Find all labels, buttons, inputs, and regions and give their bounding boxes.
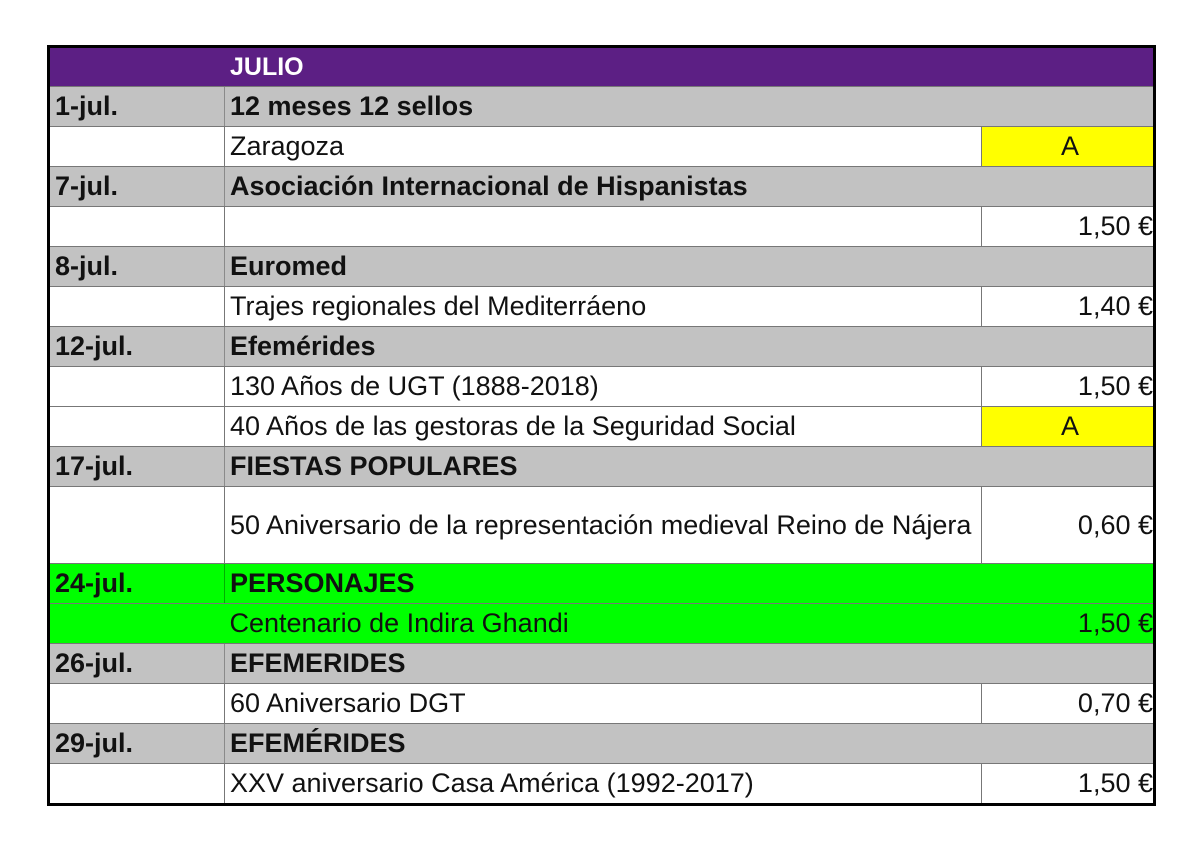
stamp-item-row bbox=[49, 367, 1155, 407]
date-heading-row bbox=[49, 167, 1155, 207]
stamp-calendar-body bbox=[49, 47, 1155, 805]
issue-date-cell: 26-jul. bbox=[49, 644, 225, 684]
stamp-item-row bbox=[49, 604, 1155, 644]
issue-date-cell: 17-jul. bbox=[49, 447, 225, 487]
series-title-cell: Asociación Internacional de Hispanistas bbox=[225, 167, 1155, 207]
stamp-item-row bbox=[49, 764, 1155, 805]
stamp-title-cell: 50 Aniversario de la representación medieval Reino de Nájera bbox=[225, 487, 982, 564]
stamp-title-cell: Zaragoza bbox=[225, 127, 982, 167]
item-blank-cell bbox=[49, 684, 225, 724]
item-blank-cell bbox=[49, 287, 225, 327]
issue-date-cell: 8-jul. bbox=[49, 247, 225, 287]
stamp-item-row bbox=[49, 207, 1155, 247]
issue-date-cell: 24-jul. bbox=[49, 564, 225, 604]
tariff-a-badge: A bbox=[982, 407, 1155, 447]
stamp-item-row bbox=[49, 407, 1155, 447]
month-header-blank-cell bbox=[49, 47, 225, 87]
stamp-title-cell: 130 Años de UGT (1888-2018) bbox=[225, 367, 982, 407]
series-title-cell: PERSONAJES bbox=[225, 564, 1155, 604]
stamp-item-row bbox=[49, 127, 1155, 167]
issue-date-cell: 12-jul. bbox=[49, 327, 225, 367]
issue-date-cell: 7-jul. bbox=[49, 167, 225, 207]
stamp-price-cell: 0,60 € bbox=[982, 487, 1155, 564]
series-title-cell: FIESTAS POPULARES bbox=[225, 447, 1155, 487]
stamp-item-row bbox=[49, 287, 1155, 327]
date-heading-row bbox=[49, 447, 1155, 487]
stamp-price-cell: 1,40 € bbox=[982, 287, 1155, 327]
stamp-title-cell: XXV aniversario Casa América (1992-2017) bbox=[225, 764, 982, 805]
item-blank-cell bbox=[49, 407, 225, 447]
stamp-price-cell: 1,50 € bbox=[982, 604, 1155, 644]
series-title-cell: EFEMÉRIDES bbox=[225, 724, 1155, 764]
date-heading-row bbox=[49, 87, 1155, 127]
series-title-cell: Euromed bbox=[225, 247, 1155, 287]
month-header-row bbox=[49, 47, 1155, 87]
stamp-price-cell: 1,50 € bbox=[982, 764, 1155, 805]
stamp-title-cell: Trajes regionales del Mediterráeno bbox=[225, 287, 982, 327]
issue-date-cell: 29-jul. bbox=[49, 724, 225, 764]
stamp-title-cell bbox=[225, 207, 982, 247]
date-heading-row bbox=[49, 247, 1155, 287]
stamp-price-cell: 1,50 € bbox=[982, 367, 1155, 407]
item-blank-cell bbox=[49, 127, 225, 167]
date-heading-row bbox=[49, 724, 1155, 764]
item-blank-cell bbox=[49, 764, 225, 805]
stamp-item-row bbox=[49, 487, 1155, 564]
series-title-cell: Efemérides bbox=[225, 327, 1155, 367]
item-blank-cell bbox=[49, 487, 225, 564]
series-title-cell: EFEMERIDES bbox=[225, 644, 1155, 684]
item-blank-cell bbox=[49, 604, 225, 644]
date-heading-row bbox=[49, 327, 1155, 367]
stamp-calendar-table bbox=[47, 45, 1156, 806]
stamp-title-cell: Centenario de Indira Ghandi bbox=[225, 604, 982, 644]
stamp-title-cell: 40 Años de las gestoras de la Seguridad Social bbox=[225, 407, 982, 447]
stamp-price-cell: 0,70 € bbox=[982, 684, 1155, 724]
month-header-title: JULIO bbox=[225, 47, 1155, 87]
tariff-a-badge: A bbox=[982, 127, 1155, 167]
stamp-price-cell: 1,50 € bbox=[982, 207, 1155, 247]
date-heading-row bbox=[49, 564, 1155, 604]
issue-date-cell: 1-jul. bbox=[49, 87, 225, 127]
series-title-cell: 12 meses 12 sellos bbox=[225, 87, 1155, 127]
date-heading-row bbox=[49, 644, 1155, 684]
stamp-title-cell: 60 Aniversario DGT bbox=[225, 684, 982, 724]
item-blank-cell bbox=[49, 207, 225, 247]
item-blank-cell bbox=[49, 367, 225, 407]
stamp-item-row bbox=[49, 684, 1155, 724]
